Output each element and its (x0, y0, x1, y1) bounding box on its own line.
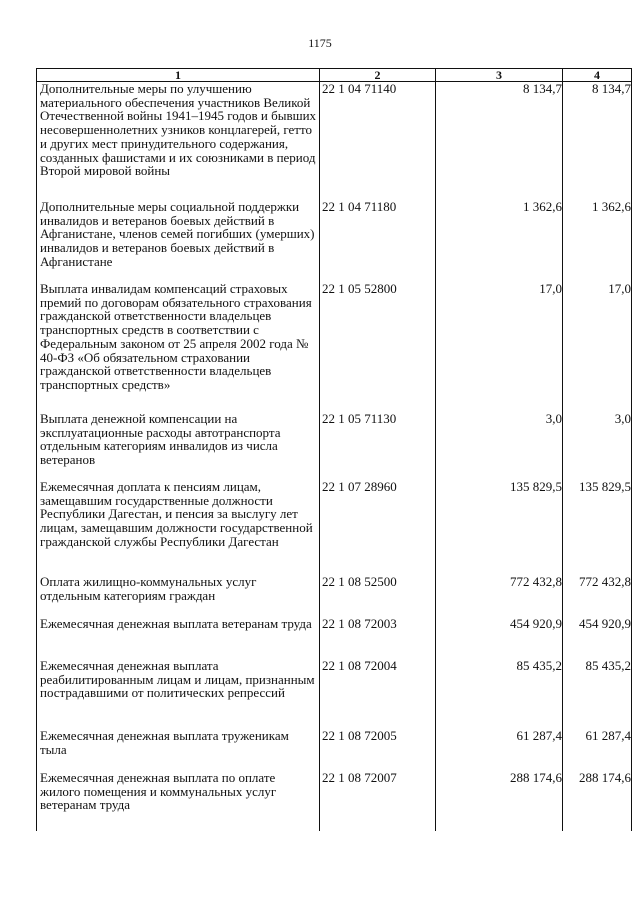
amount-col3: 8 134,7 (436, 82, 563, 201)
budget-code: 22 1 04 71180 (320, 200, 436, 282)
expense-name: Оплата жилищно-коммунальных услуг отдельным категориям граждан (37, 575, 320, 617)
table-row (37, 617, 632, 659)
amount-col3: 85 435,2 (436, 659, 563, 729)
table-row (37, 729, 632, 771)
budget-code: 22 1 08 52500 (320, 575, 436, 617)
table-row (37, 412, 632, 480)
budget-code: 22 1 05 71130 (320, 412, 436, 480)
amount-col3: 288 174,6 (436, 771, 563, 831)
budget-code: 22 1 04 71140 (320, 82, 436, 201)
table-row (37, 480, 632, 575)
amount-col3: 454 920,9 (436, 617, 563, 659)
amount-col3: 1 362,6 (436, 200, 563, 282)
table-row (37, 282, 632, 412)
amount-col4: 135 829,5 (563, 480, 632, 575)
expense-name: Выплата денежной компенсации на эксплуатационные расходы автотранспорта отдельным категориям инвалидов из числа ветеранов (37, 412, 320, 480)
column-header: 4 (563, 69, 632, 82)
amount-col3: 772 432,8 (436, 575, 563, 617)
amount-col4: 85 435,2 (563, 659, 632, 729)
amount-col3: 17,0 (436, 282, 563, 412)
page-number: 1175 (308, 36, 332, 50)
amount-col3: 61 287,4 (436, 729, 563, 771)
table-row (37, 82, 632, 201)
expense-name: Ежемесячная денежная выплата реабилитированным лицам и лицам, признанным пострадавшими от политических репрессий (37, 659, 320, 729)
amount-col4: 3,0 (563, 412, 632, 480)
budget-code: 22 1 08 72003 (320, 617, 436, 659)
table-row (37, 200, 632, 282)
column-header: 1 (37, 69, 320, 82)
expense-name: Ежемесячная денежная выплата труженикам тыла (37, 729, 320, 771)
expense-name: Выплата инвалидам компенсаций страховых премий по договорам обязательного страхования гражданской ответственности владельцев транспортных средств в соответствии с Федеральным законом от 25 апреля 2002 года № 40-ФЗ «Об обязательном страховании гражданской ответственности владельцев транспортных средств» (37, 282, 320, 412)
amount-col3: 3,0 (436, 412, 563, 480)
table-header-row (37, 69, 632, 82)
amount-col4: 17,0 (563, 282, 632, 412)
budget-code: 22 1 08 72007 (320, 771, 436, 831)
budget-code: 22 1 08 72004 (320, 659, 436, 729)
table-row (37, 771, 632, 831)
column-header: 2 (320, 69, 436, 82)
column-header: 3 (436, 69, 563, 82)
expense-name: Ежемесячная доплата к пенсиям лицам, замещавшим государственные должности Республики Дагестан, и пенсия за выслугу лет лицам, замещавшим должности государственной гражданской службы Республики Дагестан (37, 480, 320, 575)
amount-col4: 1 362,6 (563, 200, 632, 282)
expense-name: Ежемесячная денежная выплата по оплате жилого помещения и коммунальных услуг ветеранам труда (37, 771, 320, 831)
budget-code: 22 1 05 52800 (320, 282, 436, 412)
amount-col4: 61 287,4 (563, 729, 632, 771)
expense-name: Дополнительные меры по улучшению материального обеспечения участников Великой Отечественной войны 1941–1945 годов и бывших несовершеннолетних узников концлагерей, гетто и других мест принудительного содержания, созданных фашистами и их союзниками в период Второй мировой войны (37, 82, 320, 201)
amount-col4: 772 432,8 (563, 575, 632, 617)
budget-table (36, 68, 632, 831)
amount-col4: 8 134,7 (563, 82, 632, 201)
table-row (37, 659, 632, 729)
expense-name: Дополнительные меры социальной поддержки инвалидов и ветеранов боевых действий в Афганистане, членов семей погибших (умерших) инвалидов и ветеранов боевых действий в Афганистане (37, 200, 320, 282)
expense-name: Ежемесячная денежная выплата ветеранам труда (37, 617, 320, 659)
budget-code: 22 1 07 28960 (320, 480, 436, 575)
amount-col4: 454 920,9 (563, 617, 632, 659)
amount-col4: 288 174,6 (563, 771, 632, 831)
table-row (37, 575, 632, 617)
budget-code: 22 1 08 72005 (320, 729, 436, 771)
amount-col3: 135 829,5 (436, 480, 563, 575)
